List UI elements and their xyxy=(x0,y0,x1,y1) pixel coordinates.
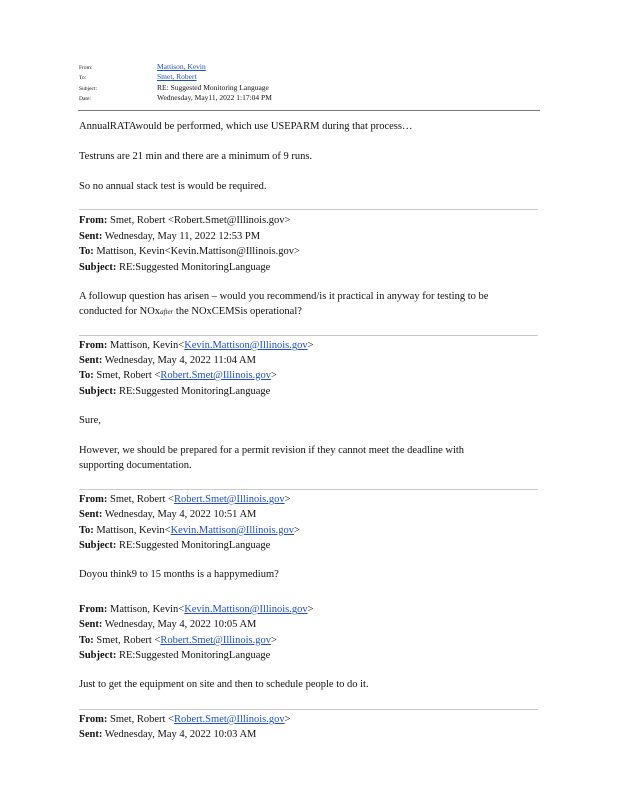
msg-4-to-email-link[interactable]: Kevin.Mattison@Illinois.gov xyxy=(170,525,295,536)
body-1-line-2: Testruns are 21 min and there are a minimum of 9 runs. xyxy=(79,151,313,162)
quote-divider-1 xyxy=(79,209,538,210)
msg-3-to-email-link[interactable]: Robert.Smet@Illinois.gov xyxy=(160,370,271,381)
msg-2-body-line-2-b: after xyxy=(160,308,174,316)
msg-6-sent-text: Wednesday, May 4, 2022 10:03 AM xyxy=(104,729,257,740)
msg-5-sent-text: Wednesday, May 4, 2022 10:05 AM xyxy=(104,619,257,630)
msg-6-from-email-link[interactable]: Robert.Smet@Illinois.gov xyxy=(173,714,285,725)
msg-4-to xyxy=(79,523,300,539)
msg-5-from-close: > xyxy=(307,604,314,615)
msg-5-to-label: To: xyxy=(79,635,94,646)
msg-3-body-line-1: Sure, xyxy=(79,415,101,426)
quote-divider-4 xyxy=(79,709,538,710)
msg-4-to-close: > xyxy=(294,525,300,536)
msg-2-subject-label: Subject: xyxy=(79,262,117,273)
msg-3-body-line-2: However, we should be prepared for a permit revision if they cannot meet the deadline with xyxy=(79,445,465,456)
msg-6-from-label: From: xyxy=(79,714,108,725)
msg-6-sent-label: Sent: xyxy=(79,729,103,740)
msg-2-from xyxy=(79,213,290,229)
msg-3-from xyxy=(79,338,314,354)
msg-5-to-close: > xyxy=(270,635,277,646)
header-to-row xyxy=(79,72,197,83)
msg-2-sent-label: Sent: xyxy=(79,231,103,242)
header-subject-value: RE: Suggested Monitoring Language xyxy=(157,83,269,92)
msg-4-to-label: To: xyxy=(79,525,94,536)
msg-5-subject-label: Subject: xyxy=(79,650,117,661)
msg-3-from-name: Mattison, Kevin< xyxy=(110,340,185,351)
msg-6-from-name: Smet, Robert < xyxy=(110,714,174,725)
msg-2-sent xyxy=(79,229,260,245)
msg-5-from xyxy=(79,602,314,618)
header-subject-label: Subject: xyxy=(79,86,98,92)
msg-3-sent-label: Sent: xyxy=(79,355,103,366)
msg-2-to xyxy=(79,244,300,260)
msg-4-subject xyxy=(79,538,270,554)
msg-3-to-label: To: xyxy=(79,370,94,381)
msg-3-to-name: Smet, Robert < xyxy=(96,370,161,381)
msg-4-from-close: > xyxy=(284,494,291,505)
header-to-label: To: xyxy=(79,75,87,81)
msg-3-from-label: From: xyxy=(79,340,108,351)
msg-3-from-close: > xyxy=(307,340,314,351)
msg-5-body-line-1: Just to get the equipment on site and then to schedule people to do it. xyxy=(79,679,369,690)
msg-3-sent xyxy=(79,353,256,369)
quote-divider-3 xyxy=(79,489,538,490)
msg-6-from xyxy=(79,712,291,728)
msg-3-subject-text: RE:Suggested MonitoringLanguage xyxy=(118,386,271,397)
msg-5-sent-label: Sent: xyxy=(79,619,103,630)
msg-5-from-email-link[interactable]: Kevin.Mattison@Illinois.gov xyxy=(184,604,308,615)
msg-4-from xyxy=(79,492,291,508)
msg-5-subject xyxy=(79,648,270,664)
msg-2-body-line-2 xyxy=(79,305,302,319)
msg-2-subject-text: RE:Suggested MonitoringLanguage xyxy=(118,262,271,273)
msg-4-subject-text: RE:Suggested MonitoringLanguage xyxy=(118,540,271,551)
msg-2-sent-text: Wednesday, May 11, 2022 12:53 PM xyxy=(104,231,261,242)
msg-5-from-name: Mattison, Kevin< xyxy=(110,604,185,615)
body-1-line-3: So no annual stack test is would be required. xyxy=(79,181,267,192)
header-from-label: From: xyxy=(79,65,93,71)
msg-3-subject xyxy=(79,384,270,400)
msg-3-to xyxy=(79,368,277,384)
header-to-link[interactable]: Smet, Robert xyxy=(157,72,197,81)
header-date-value: Wednesday, May11, 2022 1:17:04 PM xyxy=(157,93,272,102)
msg-4-from-name: Smet, Robert < xyxy=(110,494,174,505)
msg-5-to xyxy=(79,633,277,649)
msg-2-from-text: Smet, Robert <Robert.Smet@Illinois.gov> xyxy=(110,215,291,226)
header-divider xyxy=(78,110,540,111)
header-date-label: Date: xyxy=(79,96,91,102)
msg-2-to-text: Mattison, Kevin<Kevin.Mattison@Illinois.gov> xyxy=(96,246,300,257)
msg-2-from-label: From: xyxy=(79,215,108,226)
msg-2-to-label: To: xyxy=(79,246,94,257)
msg-4-body-line-1: Doyou think9 to 15 months is a happymedium? xyxy=(79,569,279,580)
msg-5-to-name: Smet, Robert < xyxy=(96,635,161,646)
header-date-row xyxy=(79,93,272,104)
msg-5-from-label: From: xyxy=(79,604,108,615)
msg-5-sent xyxy=(79,617,256,633)
msg-4-to-name: Mattison, Kevin< xyxy=(96,525,171,536)
msg-4-from-email-link[interactable]: Robert.Smet@Illinois.gov xyxy=(173,494,285,505)
msg-6-from-close: > xyxy=(284,714,291,725)
msg-3-subject-label: Subject: xyxy=(79,386,117,397)
msg-5-to-email-link[interactable]: Robert.Smet@Illinois.gov xyxy=(160,635,271,646)
msg-3-body-line-3: supporting documentation. xyxy=(79,460,192,471)
quote-divider-2 xyxy=(79,335,538,336)
msg-3-sent-text: Wednesday, May 4, 2022 11:04 AM xyxy=(104,355,256,366)
msg-4-from-label: From: xyxy=(79,494,108,505)
msg-4-sent-text: Wednesday, May 4, 2022 10:51 AM xyxy=(104,509,257,520)
msg-2-body-line-1: A followup question has arisen – would you recommend/is it practical in anyway for testing to be xyxy=(79,291,489,302)
msg-4-subject-label: Subject: xyxy=(79,540,117,551)
msg-2-subject xyxy=(79,260,270,276)
header-from-link[interactable]: Mattison, Kevin xyxy=(157,62,206,71)
msg-4-sent xyxy=(79,507,256,523)
msg-4-sent-label: Sent: xyxy=(79,509,103,520)
msg-3-to-close: > xyxy=(270,370,277,381)
msg-5-subject-text: RE:Suggested MonitoringLanguage xyxy=(118,650,271,661)
body-1-line-1: AnnualRATAwould be performed, which use USEPARM during that process… xyxy=(79,121,413,132)
msg-2-body-line-2-c: the NOxCEMSis operational? xyxy=(173,306,302,317)
msg-3-from-email-link[interactable]: Kevin.Mattison@Illinois.gov xyxy=(184,340,308,351)
msg-2-body-line-2-a: conducted for NOx xyxy=(79,306,161,317)
msg-6-sent xyxy=(79,727,256,743)
